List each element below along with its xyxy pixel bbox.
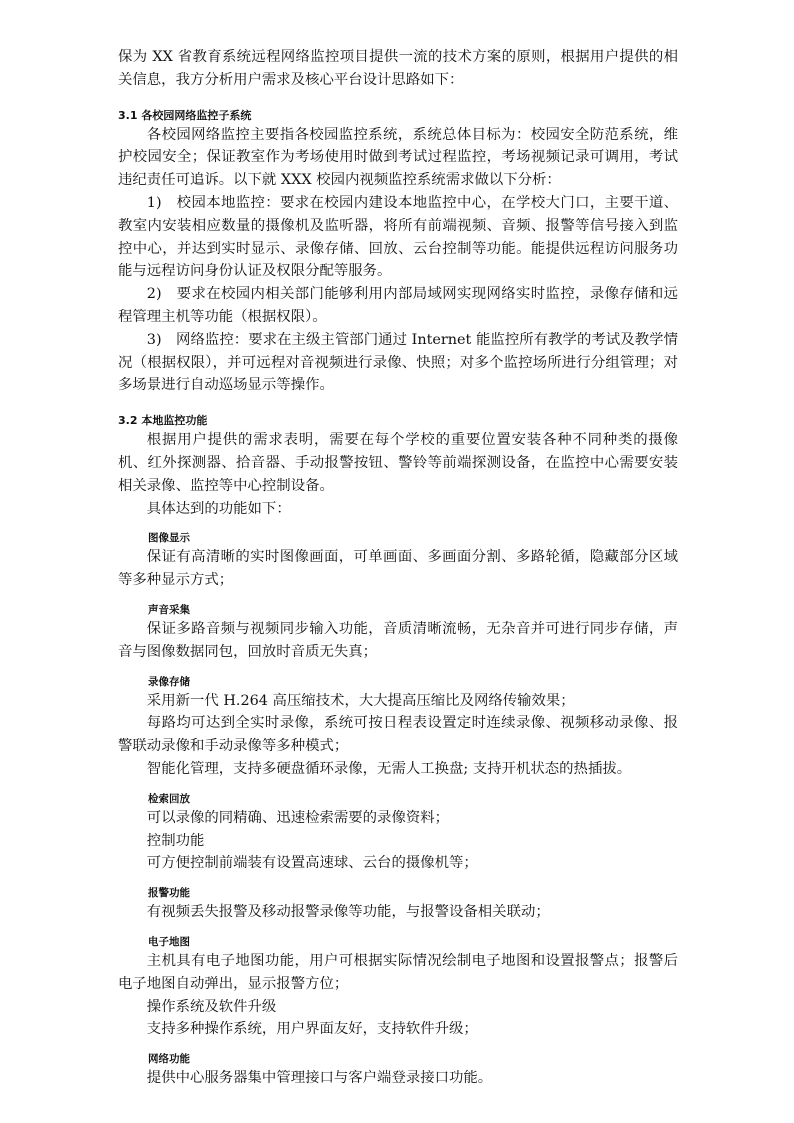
- feature-text-audio-capture: 保证多路音频与视频同步输入功能，音质清晰流畅，无杂音并可进行同步存储，声音与图像数据同包，回放时音质无失真；: [118, 620, 678, 660]
- feature-storage-line-2: 每路均可达到全实时录像，系统可按日程表设置定时连续录像、视频移动录像、报警联动录像和手动录像等多种模式；: [118, 715, 678, 755]
- section-1-item-2: 2) 要求在校园内相关部门能够利用内部局域网实现网络实时监控，录像存储和远程管理主机等功能（根据权限）。: [118, 286, 678, 325]
- feature-search-line-2: 控制功能: [146, 832, 205, 849]
- document-page: [118, 46, 678, 1090]
- feature-text-alarm: 有视频丢失报警及移动报警录像等功能，与报警设备相关联动；: [146, 904, 550, 921]
- feature-emap-line-2: 操作系统及软件升级: [146, 998, 277, 1015]
- feature-title-alarm: 报警功能: [148, 887, 190, 900]
- feature-storage-line-1: 采用新一代 H.264 高压缩技术，大大提高压缩比及网络传输效果；: [146, 692, 575, 709]
- feature-title-image-storage: 录像存储: [148, 675, 190, 688]
- section-2-overview: 根据用户提供的需求表明，需要在每个学校的重要位置安装各种不同种类的摄像机、红外探测器、拾音器、手动报警按钮、警铃等前端探测设备，在监控中心需要安装相关录像、监控等中心控制设备。: [118, 432, 678, 494]
- feature-search-line-1: 可以录像的同精确、迅速检索需要的录像资料；: [146, 809, 450, 826]
- feature-title-audio-capture: 声音采集: [148, 603, 190, 616]
- section-1-overview: 各校园网络监控主要指各校园监控系统，系统总体目标为：校园安全防范系统，维护校园安全；保证教室作为考场使用时做到考试过程监控，考场视频记录可调用，考试违纪责任可追诉。以下就 XXX 校园内视频监控系统需求做以下分析：: [118, 126, 678, 189]
- section-1-item-3: 3) 网络监控：要求在主级主管部门通过 Internet 能监控所有教学的考试及教学情况（根据权限），并可远程对音视频进行录像、快照；对多个监控场所进行分组管理；对多场景进行自动巡场显示等操作。: [118, 331, 678, 394]
- feature-title-emap: 电子地图: [148, 935, 190, 948]
- feature-storage-line-3: 智能化管理，支持多硬盘循环录像，无需人工换盘; 支持开机状态的热插拔。: [146, 760, 632, 777]
- section-heading-3-1: 3.1 各校园网络监控子系统: [118, 108, 252, 122]
- section-2-lead: 具体达到的功能如下：: [146, 500, 291, 517]
- feature-text-network: 提供中心服务器集中管理接口与客户端登录接口功能。: [146, 1070, 493, 1087]
- feature-search-line-3: 可方便控制前端装有设置高速球、云台的摄像机等；: [146, 855, 478, 872]
- feature-text-emap: 主机具有电子地图功能，用户可根据实际情况绘制电子地图和设置报警点；报警后电子地图自动弹出，显示报警方位；: [118, 952, 678, 992]
- feature-title-search-playback: 检索回放: [148, 792, 190, 805]
- section-1-item-1: 1) 校园本地监控：要求在校园内建设本地监控中心，在学校大门口，主要干道、教室内安装相应数量的摄像机及监听器，将所有前端视频、音频、报警等信号接入到监控中心，并达到实时显示、录像存储、回放、云台控制等功能。能提供远程访问服务功能与远程访问身份认证及权限分配等服务。: [118, 194, 678, 280]
- feature-text-image-display: 保证有高清晰的实时图像画面，可单画面、多画面分割、多路轮循，隐藏部分区域等多种显示方式；: [118, 549, 678, 589]
- section-heading-3-2: 3.2 本地监控功能: [118, 414, 208, 428]
- intro-paragraph: 保为 XX 省教育系统远程网络监控项目提供一流的技术方案的原则，根据用户提供的相关信息，我方分析用户需求及核心平台设计思路如下：: [118, 49, 678, 88]
- feature-emap-line-3: 支持多种操作系统，用户界面友好，支持软件升级；: [146, 1021, 478, 1038]
- feature-title-network: 网络功能: [148, 1053, 190, 1066]
- feature-title-image-display: 图像显示: [148, 532, 190, 545]
